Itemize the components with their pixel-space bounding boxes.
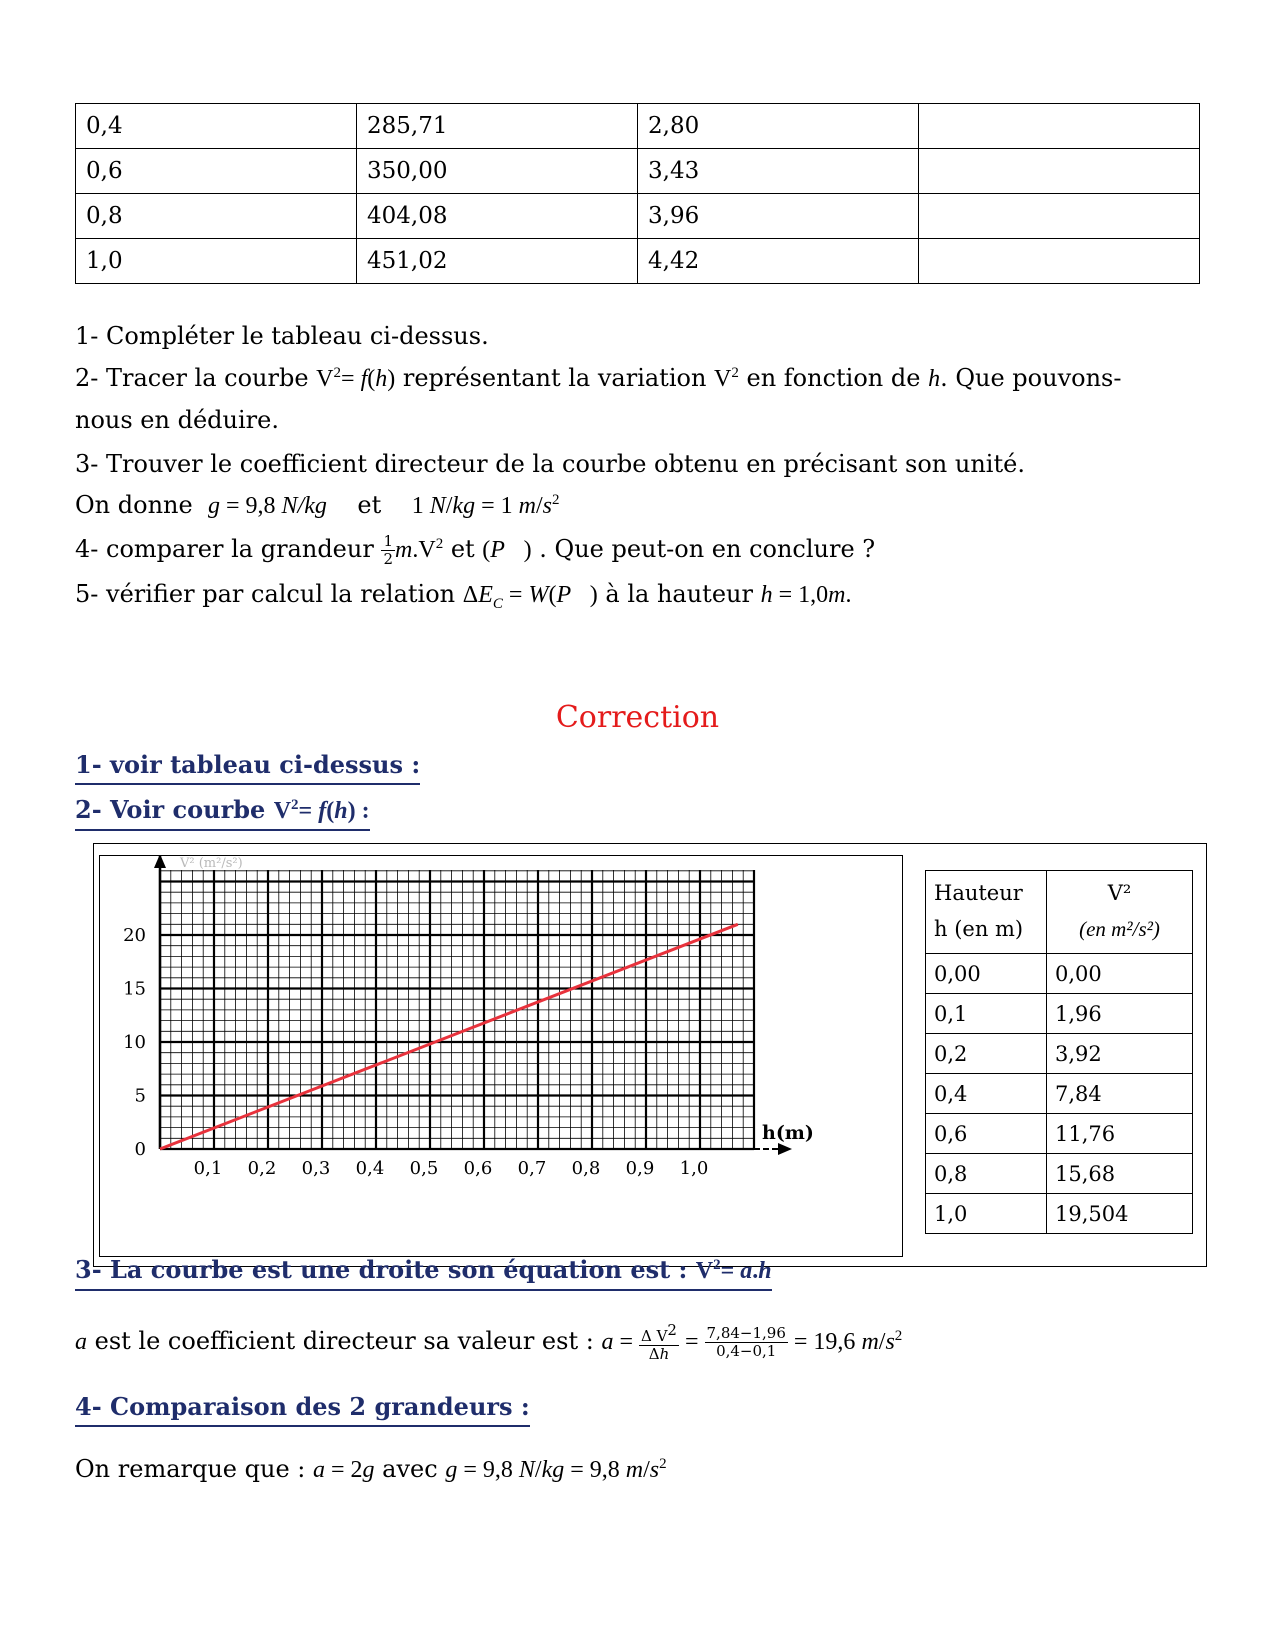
table-row [76,149,1200,194]
x-tick-label: 0,8 [571,1158,601,1179]
header-height-line1: Hauteur [934,881,1023,905]
formula-g: g [207,493,220,519]
question-2 [75,364,1121,393]
header-v2-unit: (en m²/s²) [1079,917,1160,941]
table-cell: 451,02 [357,239,638,284]
formula-weight: (P⃗) [482,537,532,563]
table-row [926,1034,1193,1074]
y-axis-label: V² (m²/s²) [180,856,243,871]
question-3-text: 3- Trouver le coefficient directeur de la courbe obtenu en précisant son unité. [75,450,1025,478]
values-table [925,870,1193,1234]
x-axis-arrow [778,1143,792,1155]
table-cell: 1,0 [76,239,357,284]
header-height-line2: h (en m) [934,917,1024,941]
question-2-text-a: 2- Tracer la courbe [75,364,317,392]
y-tick-label: 20 [123,925,146,946]
formula-unit-equivalence: 1 N/kg = 1 $m/s^2$ [411,492,560,519]
table-cell: 0,4 [926,1074,1047,1114]
table-cell: 0,00 [926,954,1047,994]
table-row [926,1154,1193,1194]
formula-g-value: = 9,8 [219,493,282,519]
comparison-line [75,1455,667,1484]
table-cell: 11,76 [1047,1114,1193,1154]
table-cell [919,104,1200,149]
coefficient-text: est le coefficient directeur sa valeur est : [87,1327,602,1355]
table-cell: 7,84 [1047,1074,1193,1114]
question-5-text-b: à la hauteur [597,580,761,608]
table-cell: 3,43 [638,149,919,194]
header-height [926,871,1047,954]
table-cell: 1,96 [1047,994,1193,1034]
table-cell: 0,2 [926,1034,1047,1074]
formula-delta-ratio: $\frac{\Delta V^2}{\Delta h}$ [640,1321,677,1363]
correction-heading-2 [75,795,370,831]
question-1 [75,322,489,350]
table-row [926,1074,1193,1114]
question-1-text: 1- Compléter le tableau ci-dessus. [75,322,489,350]
table-cell: 0,6 [76,149,357,194]
table-cell [919,239,1200,284]
question-5-text-a: 5- vérifier par calcul la relation [75,580,463,608]
table-row [76,104,1200,149]
x-tick-label: 0,2 [247,1158,277,1179]
y-tick-label: 15 [123,978,146,1000]
comparison-text-b: avec [374,1455,446,1483]
table-cell: 15,68 [1047,1154,1193,1194]
formula-v2-ah: $V^2= a.h$ [695,1257,772,1284]
formula-h: h [928,366,941,392]
x-tick-label: 0,6 [463,1158,493,1179]
question-4-text-a: 4- comparer la grandeur [75,535,382,563]
table-cell: 0,1 [926,994,1047,1034]
table-cell: 0,8 [76,194,357,239]
x-tick-label: 0,4 [355,1158,385,1179]
question-2-text-e: nous en déduire. [75,406,279,434]
formula-v2-fh: $V^2= f(h)$ [316,365,396,392]
header-speed-squared [1047,871,1193,954]
formula-v2-fh-bold: $V^2= f(h)$ : [273,797,370,824]
table-cell: 2,80 [638,104,919,149]
table-cell: 350,00 [357,149,638,194]
formula-energy-work: $\Delta E_C$ = W(P⃗) [462,582,598,612]
formula-half: $\frac{1}{2}$ [383,532,393,568]
formula-result: = 19,6 $m/s^2$ [787,1328,903,1355]
question-3-given [75,491,559,520]
y-axis-arrow [154,856,166,868]
v2-vs-h-chart [100,856,900,1254]
table-row [926,994,1193,1034]
table-row [76,194,1200,239]
x-tick-label: 0,7 [517,1158,547,1179]
question-4 [75,533,875,568]
formula-kinetic: $m.V^2$ [395,536,444,563]
table-row [926,954,1193,994]
data-table [75,103,1200,284]
x-tick-label: 0,3 [301,1158,331,1179]
question-2-text-b: représentant la variation [395,364,715,392]
formula-a-eq: a [601,1329,614,1355]
y-tick-label: 0 [134,1139,146,1160]
header-v2: V² [1107,881,1132,905]
y-tick-label: 10 [123,1032,146,1053]
x-tick-label: 1,0 [679,1158,709,1179]
x-tick-label: 0,1 [193,1158,223,1179]
given-text-b: et [357,491,382,519]
formula-g-unit: N/kg [281,493,327,519]
formula-height: h = 1,0m. [760,582,852,608]
table-cell: 1,0 [926,1194,1047,1234]
table-cell: 404,08 [357,194,638,239]
table-cell: 3,92 [1047,1034,1193,1074]
table-cell: 4,42 [638,239,919,284]
x-tick-label: 0,9 [625,1158,655,1179]
comparison-text-a: On remarque que : [75,1455,313,1483]
correction-heading-3-text: 3- La courbe est une droite son équation est : [75,1255,696,1284]
x-axis-label: h(m) [762,1122,814,1144]
table-cell: 19,504 [1047,1194,1193,1234]
formula-g-equivalence: g = 9,8 N/kg = 9,8 $m/s^2$ [445,1456,667,1483]
table-row [926,1114,1193,1154]
table-cell: 0,6 [926,1114,1047,1154]
question-5 [75,580,851,613]
question-4-text-b: et [443,535,483,563]
question-4-text-c: . Que peut-on en conclure ? [531,535,876,563]
x-tick-label: 0,5 [409,1158,439,1179]
formula-v2: $V^2$ [714,365,739,392]
table-cell: 0,8 [926,1154,1047,1194]
table-cell [919,194,1200,239]
formula-a: a [75,1329,87,1355]
given-text-a: On donne [75,491,201,519]
table-cell: 0,4 [76,104,357,149]
table-cell: 3,96 [638,194,919,239]
question-3 [75,450,1025,478]
correction-title: Correction [555,700,720,735]
table-cell: 0,00 [1047,954,1193,994]
question-2-text-d: . Que pouvons- [940,364,1122,392]
question-2-text-c: en fonction de [738,364,929,392]
table-row [926,1194,1193,1234]
formula-numeric-ratio: $\frac{7,84-1,96}{0,4-0,1}$ [706,1324,786,1360]
correction-heading-1: 1- voir tableau ci-dessus : [75,750,420,785]
coefficient-line: a est le coefficient directeur sa valeur est : a = $\frac{\Delta V^2}{\Delta h}$ = $\frac{7,84-1,96}{0,4-0,1}$ = 19,6 $m/s^2$ [75,1321,903,1363]
y-tick-label: 5 [134,1085,146,1107]
question-2-continued [75,406,279,434]
correction-heading-3 [75,1255,772,1291]
correction-heading-2-text: 2- Voir courbe [75,795,274,824]
table-cell: 285,71 [357,104,638,149]
formula-a-2g: a = 2g [313,1457,375,1483]
correction-heading-4: 4- Comparaison des 2 grandeurs : [75,1392,530,1427]
table-cell [919,149,1200,194]
table-row [76,239,1200,284]
